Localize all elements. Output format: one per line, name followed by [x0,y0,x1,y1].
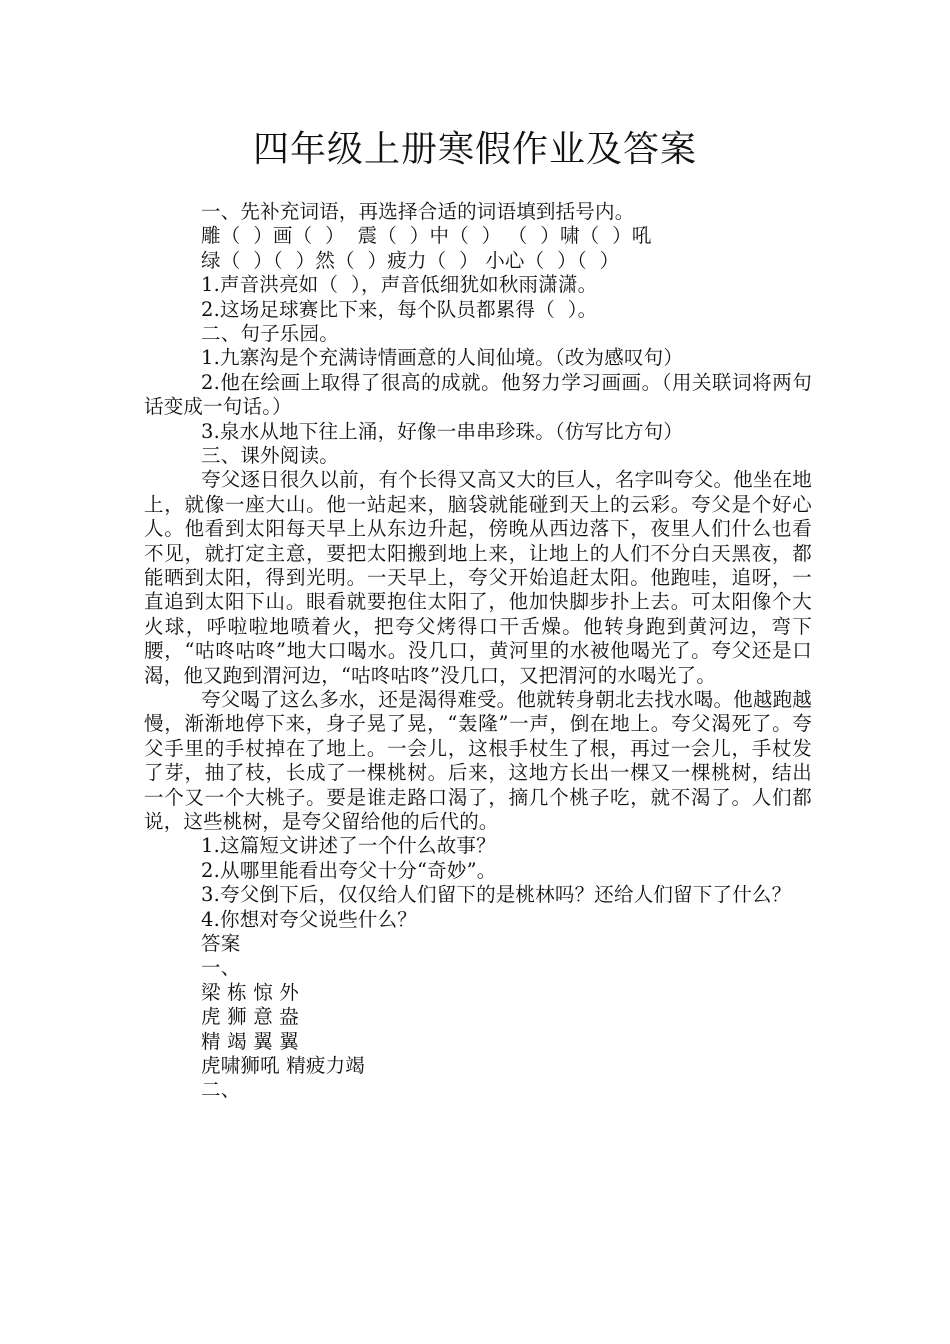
question-line: 3.泉水从地下往上涌，好像一串串珍珠。（仿写比方句） [201,419,684,443]
fill-blank-line: 绿（ ）（ ）然（ ）疲力（ ） 小心（ ）（ ） [201,248,620,272]
question-paragraph: 2.他在绘画上取得了很高的成就。他努力学习画画。（用关联词将两句话变成一句话。） [144,370,812,419]
fill-blank-line: 雕（ ）画（ ） 震（ ）中（ ） （ ）啸（ ）吼 [201,224,652,248]
question-line: 1.九寨沟是个充满诗情画意的人间仙境。（改为感叹句） [201,346,684,370]
section-heading: 二、句子乐园。 [201,321,339,345]
answer-line: 梁 栋 惊 外 [201,980,299,1004]
question-paragraph: 3.夸父倒下后，仅仅给人们留下的是桃林吗？还给人们留下了什么？ [201,883,792,907]
section-heading: 三、课外阅读。 [201,443,339,467]
answer-line: 精 竭 翼 翼 [201,1029,299,1053]
answer-heading: 答案 [201,932,241,955]
question-line: 1.声音洪亮如（ ），声音低细犹如秋雨潇潇。 [201,273,598,297]
reading-paragraph: 夸父逐日很久以前，有个长得又高又大的巨人，名字叫夸父。他坐在地上，就像一座大山。他一站起来，脑袋就能碰到天上的云彩。夸父是个好心人。他看到太阳每天早上从东边升起，傍晚从西边落下，夜里人们什么也看不见，就打定主意，要把太阳搬到地上来，让地上的人们不分白天黑夜，都能晒到太阳，得到光明。一天早上，夸父开始追赶太阳。他跑哇，追呀，一直追到太阳下山。眼看就要抱住太阳了，他加快脚步扑上去。可太阳像个大火球，呼啦啦地喷着火，把夸父烤得口干舌燥。他转身跑到黄河边，弯下腰，“咕咚咕咚”地大口喝水。没几口，黄河里的水被他喝光了。夸父还是口渴，他又跑到渭河边，“咕咚咕咚”没几口，又把渭河的水喝光了。 [144,468,812,687]
answer-section-heading: 一、 [201,956,241,980]
document-body [144,200,812,1103]
document-title: 四年级上册寒假作业及答案 [252,129,697,170]
answer-line: 虎 狮 意 盎 [201,1005,299,1029]
answer-line: 虎啸狮吼 精疲力竭 [201,1053,365,1077]
section-heading: 一、先补充词语，再选择合适的词语填到括号内。 [201,200,635,223]
reading-paragraph: 夸父喝了这么多水，还是渴得难受。他就转身朝北去找水喝。他越跑越慢，渐渐地停下来，身子晃了晃，“轰隆”一声，倒在地上。夸父渴死了。夸父手里的手杖掉在了地上。一会儿，这根手杖生了根，再过一会儿，手杖发了芽，抽了枝，长成了一棵桃树。后来，这地方长出一棵又一棵桃树，结出一个又一个大桃子。要是谁走路口渴了，摘几个桃子吃，就不渴了。人们都说，这些桃树，是夸父留给他的后代的。 [144,687,812,834]
answer-section-heading: 二、 [201,1078,241,1102]
question-line: 1.这篇短文讲述了一个什么故事？ [201,834,496,858]
question-line: 4.你想对夸父说些什么？ [201,907,418,931]
question-line: 2.这场足球赛比下来，每个队员都累得（ ）。 [201,297,598,321]
question-line: 2.从哪里能看出夸父十分“奇妙”。 [201,858,497,882]
